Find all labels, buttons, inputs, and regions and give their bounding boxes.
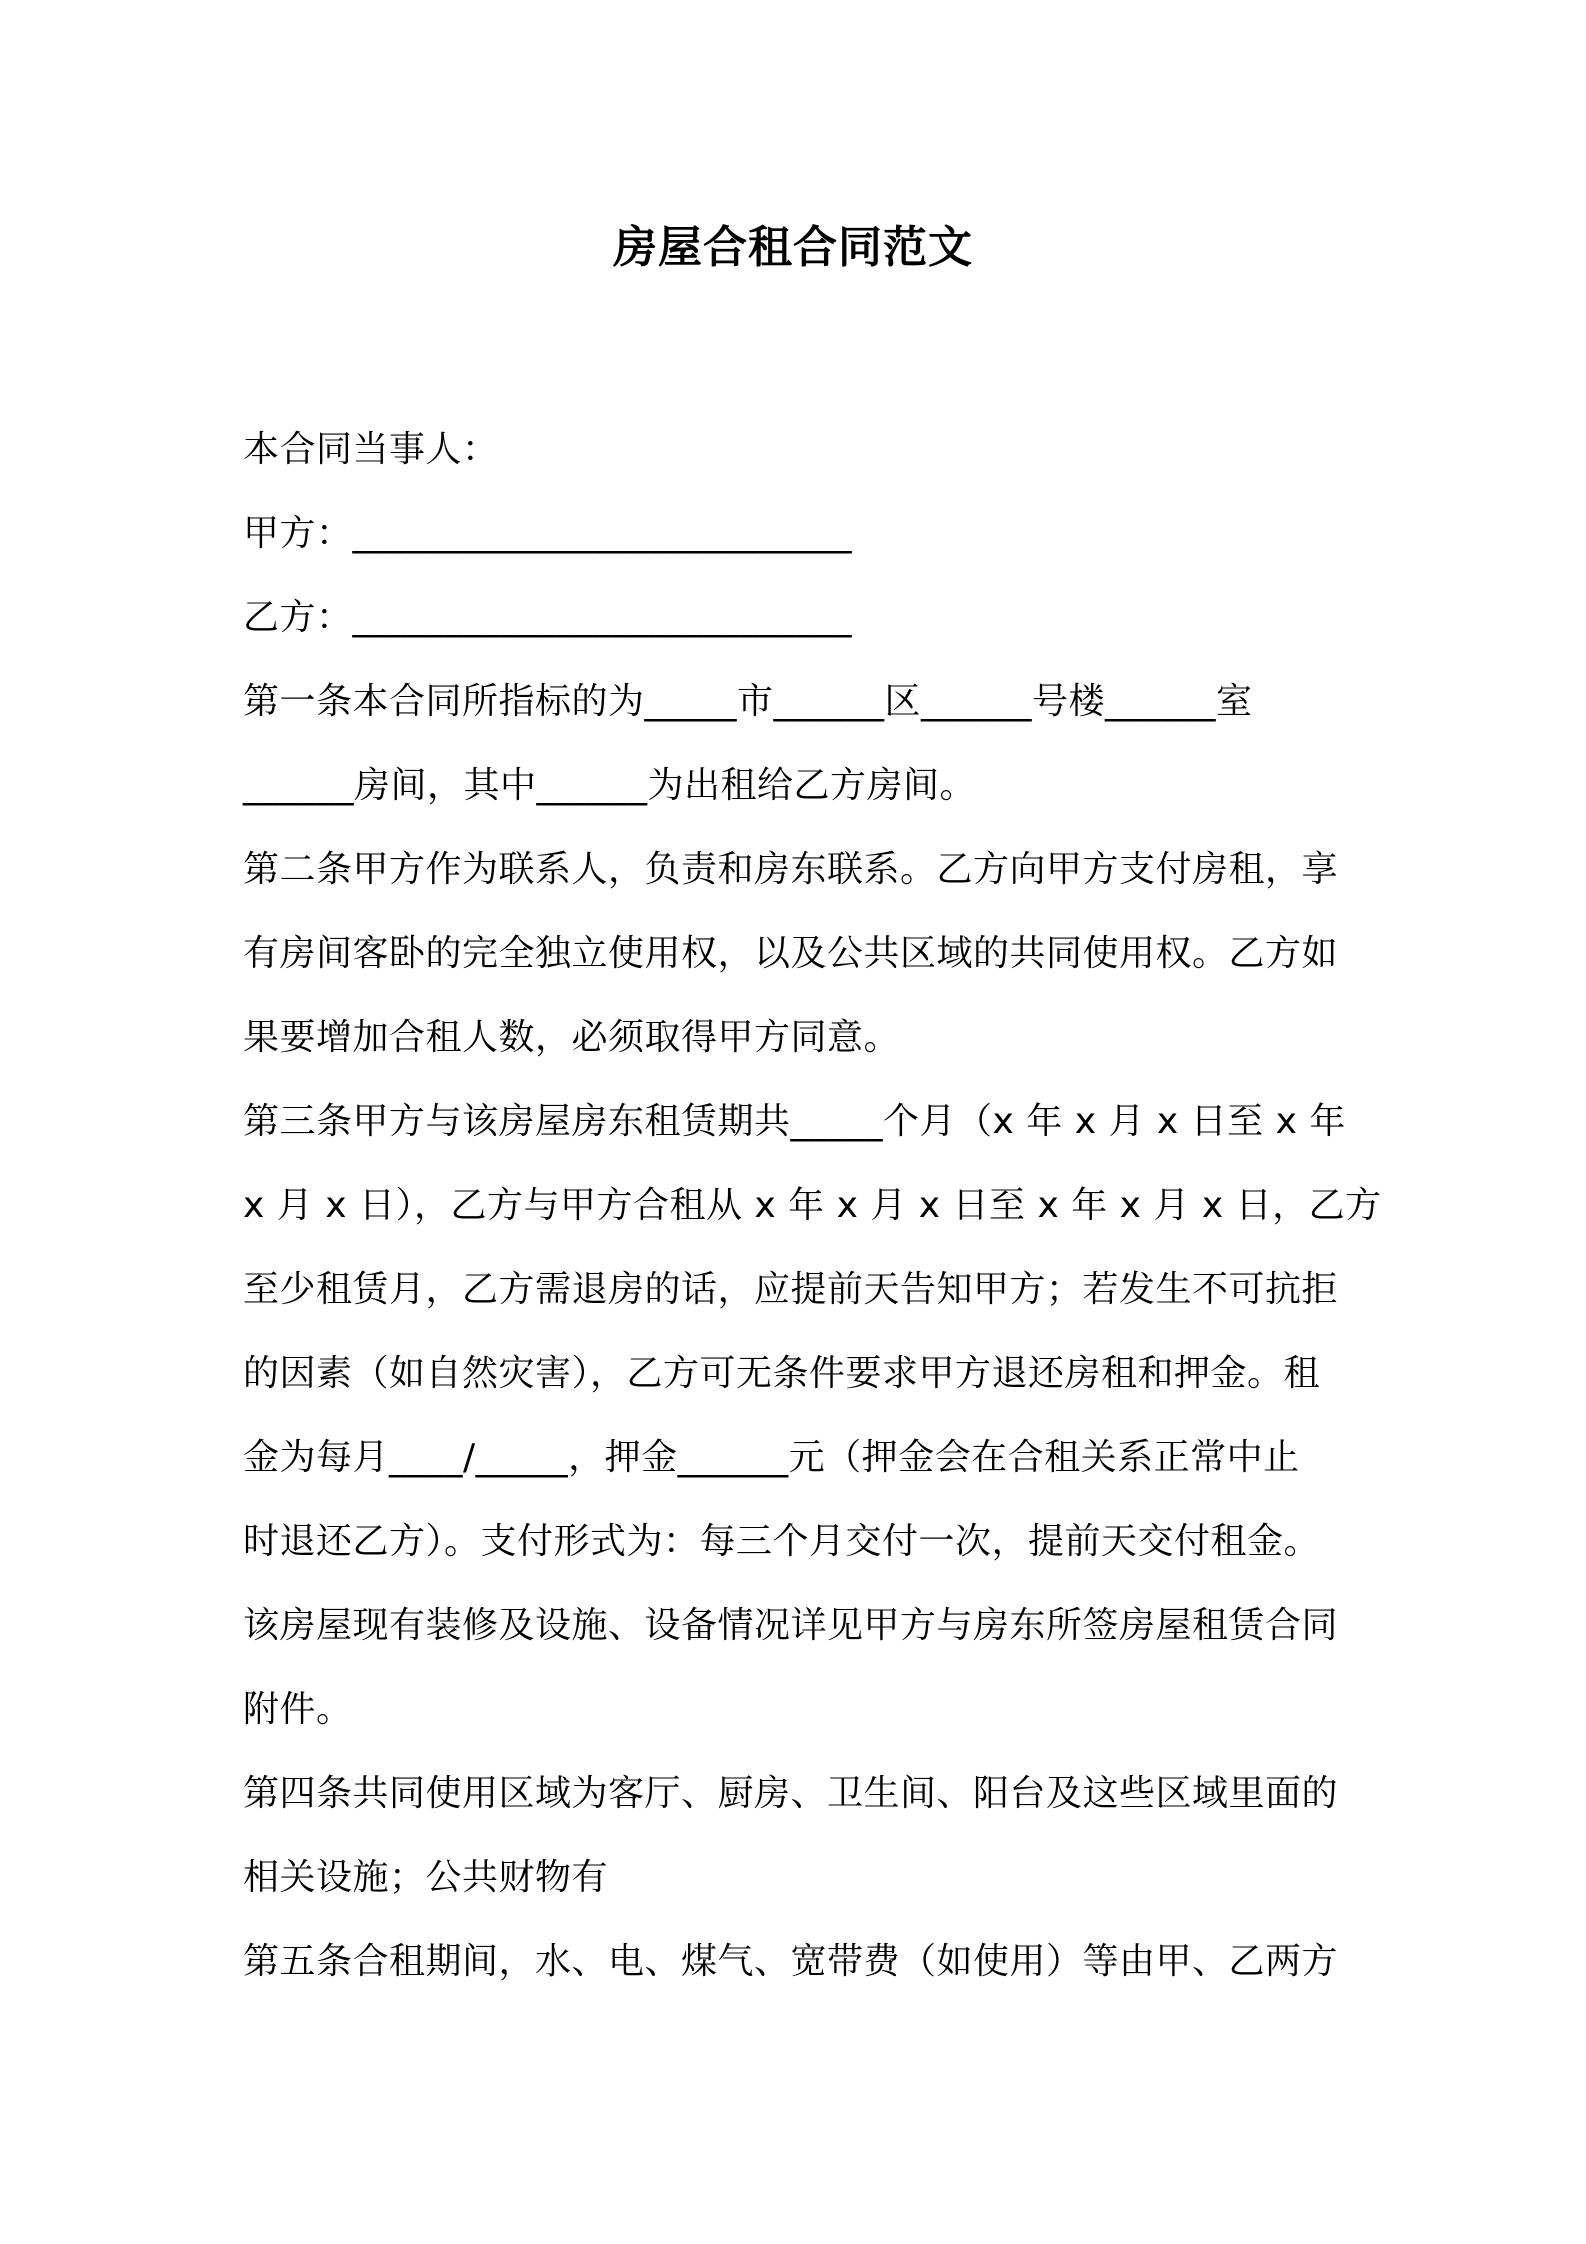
- document-title: 房屋合租合同范文: [613, 222, 973, 273]
- body-line: 时退还乙方）。支付形式为：每三个月交付一次，提前天交付租金。: [243, 1521, 1321, 1562]
- body-line: 第二条甲方作为联系人，负责和房东联系。乙方向甲方支付房租，享: [243, 849, 1339, 890]
- body-line: 有房间客卧的完全独立使用权，以及公共区域的共同使用权。乙方如: [243, 933, 1339, 974]
- body-line: ______房间，其中______为出租给乙方房间。: [243, 765, 977, 806]
- body-line: 第一条本合同所指标的为_____市______区______号楼______室: [243, 681, 1253, 722]
- body-line: 至少租赁月，乙方需退房的话，应提前天告知甲方；若发生不可抗拒: [243, 1269, 1339, 1310]
- body-line: 果要增加合租人数，必须取得甲方同意。: [243, 1017, 901, 1058]
- body-line: 附件。: [243, 1689, 353, 1730]
- body-line: 第四条共同使用区域为客厅、厨房、卫生间、阳台及这些区域里面的: [243, 1773, 1339, 1814]
- body-line: 甲方：___________________________: [243, 513, 853, 554]
- document-body: [243, 408, 1382, 2004]
- body-line: 金为每月____/_____，押金______元（押金会在合租关系正常中止: [243, 1437, 1300, 1478]
- body-line: 乙方：___________________________: [243, 597, 853, 638]
- body-line: x 月 x 日），乙方与甲方合租从 x 年 x 月 x 日至 x 年 x 月 x 日，乙方: [243, 1185, 1382, 1226]
- body-line: 相关设施；公共财物有: [243, 1857, 609, 1898]
- body-line: 该房屋现有装修及设施、设备情况详见甲方与房东所签房屋租赁合同: [243, 1605, 1339, 1646]
- body-line: 的因素（如自然灾害），乙方可无条件要求甲方退还房租和押金。租: [243, 1353, 1321, 1394]
- body-line: 第三条甲方与该房屋房东租赁期共_____个月（x 年 x 月 x 日至 x 年: [243, 1101, 1346, 1142]
- body-line: 第五条合租期间，水、电、煤气、宽带费（如使用）等由甲、乙两方: [243, 1941, 1339, 1982]
- body-line: 本合同当事人：: [243, 429, 499, 470]
